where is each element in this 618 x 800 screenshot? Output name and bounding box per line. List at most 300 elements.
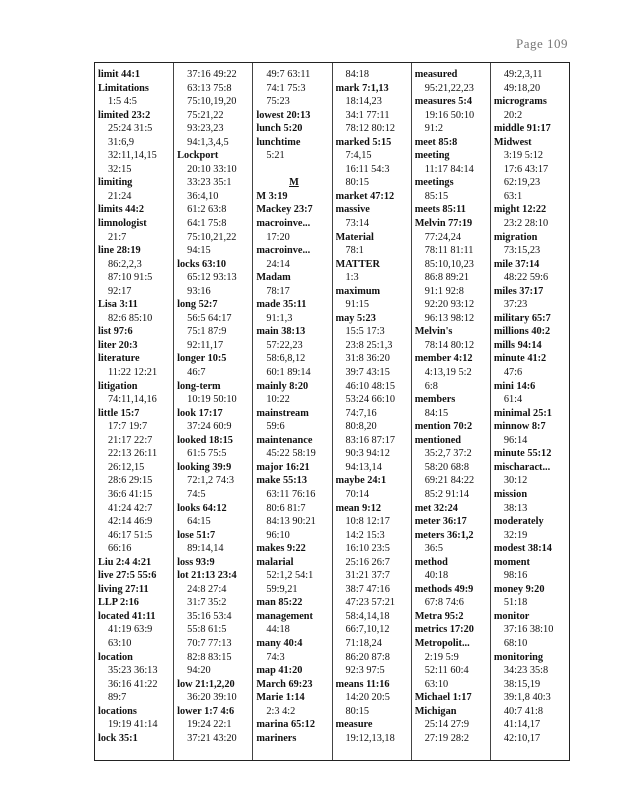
page-references: 23:8 25:1,3 <box>345 339 393 351</box>
index-term: makes 9:22 <box>256 543 306 555</box>
page-references: 92:17 <box>108 285 132 297</box>
index-term: locations <box>98 705 137 717</box>
index-term: map 41:20 <box>256 665 303 677</box>
page-references: 19:24 22:1 <box>187 719 232 731</box>
index-term: limiting <box>98 177 133 189</box>
page-references: 56:5 64:17 <box>187 312 232 324</box>
page-references: 39:1,8 40:3 <box>503 692 551 704</box>
page-references: 44:18 <box>266 624 290 636</box>
page-references: 38:13 <box>503 502 528 514</box>
page-references: 93:16 <box>187 285 211 297</box>
index-term: lose 51:7 <box>177 529 216 541</box>
page-references: 90:3 94:12 <box>345 448 390 460</box>
page-references: 63:11 76:16 <box>266 488 316 500</box>
index-term: minute 55:12 <box>493 448 552 460</box>
page-references: 22:13 26:11 <box>108 448 158 460</box>
index-term: M 3:19 <box>256 190 288 202</box>
page-references: 55:8 61:5 <box>187 624 227 636</box>
page-references: 75:23 <box>266 96 290 108</box>
index-term: limited 23:2 <box>98 109 151 121</box>
page-references: 7:4,15 <box>345 150 372 162</box>
page-references: 63:13 75:8 <box>187 82 232 94</box>
index-term: meets 85:11 <box>414 204 466 216</box>
page-references: 32:15 <box>108 163 132 175</box>
page-references: 41:24 42:7 <box>108 502 153 514</box>
page-references: 10:8 12:17 <box>345 516 390 528</box>
index-term: Melvin 77:19 <box>414 218 473 230</box>
page-references: 91:2 <box>424 123 443 135</box>
page-references: 11:22 12:21 <box>108 367 158 379</box>
index-term: measured <box>414 69 458 80</box>
index-term: look 17:17 <box>177 407 223 419</box>
page-references: 26:12,15 <box>108 461 145 473</box>
index-term: Lisa 3:11 <box>98 299 138 311</box>
index-term: mile 37:14 <box>493 258 540 270</box>
index-term: maintenance <box>256 434 313 446</box>
index-term: looked 18:15 <box>177 434 233 446</box>
page-references: 74:11,14,16 <box>108 394 157 406</box>
page-references: 71:18,24 <box>345 637 382 649</box>
index-term: liter 20:3 <box>98 339 138 351</box>
page-references: 68:10 <box>503 637 528 649</box>
page-references: 58:6,8,12 <box>266 353 306 365</box>
index-term: moment <box>493 556 530 568</box>
index-term: monitoring <box>493 651 544 663</box>
page-references: 37:21 43:20 <box>187 732 237 744</box>
page-references: 75:1 87:9 <box>187 326 227 338</box>
page-references: 91:1 92:8 <box>424 285 464 297</box>
page-references: 23:2 28:10 <box>503 218 549 230</box>
page-references: 63:10 <box>108 637 132 649</box>
index-term: mischaract... <box>493 461 551 473</box>
page-references: 64:1 75:8 <box>187 218 227 230</box>
index-term: mission <box>493 488 528 500</box>
index-term: mills 94:14 <box>493 339 542 351</box>
index-term: management <box>256 610 313 622</box>
page-references: 74:3 <box>266 651 285 663</box>
page-references: 52:1,2 54:1 <box>266 570 314 582</box>
page-references: 96:14 <box>503 434 528 446</box>
index-term: long-term <box>177 380 221 392</box>
index-term: Liu 2:4 4:21 <box>98 556 152 568</box>
index-term: long 52:7 <box>177 299 218 311</box>
index-term: MATTER <box>335 258 380 270</box>
page-references: 17:7 19:7 <box>108 421 148 433</box>
page-references: 46:7 <box>187 367 206 379</box>
page-references: 42:10,17 <box>503 732 541 744</box>
page-references: 16:11 54:3 <box>345 163 390 175</box>
page-references: 98:16 <box>503 570 528 582</box>
index-term: made 35:11 <box>256 299 307 311</box>
index-term: members <box>414 394 456 406</box>
index-term: loss 93:9 <box>177 556 215 568</box>
page-references: 5:21 <box>266 150 285 162</box>
index-term: meeting <box>414 150 450 162</box>
index-term: micrograms <box>493 96 547 108</box>
page-references: 25:16 26:7 <box>345 556 390 568</box>
page-references: 2:19 5:9 <box>424 651 459 663</box>
page-references: 32:11,14,15 <box>108 150 157 162</box>
page-references: 84:15 <box>424 407 449 419</box>
page-references: 74:1 75:3 <box>266 82 306 94</box>
page-references: 52:11 60:4 <box>424 665 469 677</box>
page-references: 35:23 36:13 <box>108 665 158 677</box>
index-term: measures 5:4 <box>414 96 472 108</box>
index-term: Metra 95:2 <box>414 610 464 622</box>
index-term: mainstream <box>256 407 309 419</box>
index-column-2 <box>174 63 253 760</box>
page-references: 45:22 58:19 <box>266 448 316 460</box>
page-references: 69:21 84:22 <box>424 475 475 487</box>
page-references: 58:4,14,18 <box>345 610 390 622</box>
index-term: methods 49:9 <box>414 583 474 595</box>
index-column-4 <box>333 63 412 760</box>
page-references: 83:16 87:17 <box>345 434 395 446</box>
page-references: 19:12,13,18 <box>345 732 395 744</box>
index-term: Mackey 23:7 <box>256 204 313 216</box>
page-references: 85:10,10,23 <box>424 258 474 270</box>
page-references: 46:10 48:15 <box>345 380 395 392</box>
page-references: 18:14,23 <box>345 96 382 108</box>
index-term: minute 41:2 <box>493 353 547 365</box>
page-references: 35:2,7 37:2 <box>424 448 472 460</box>
blank-line <box>256 163 331 177</box>
page-references: 19:19 41:14 <box>108 719 158 731</box>
page-references: 36:16 41:22 <box>108 678 158 690</box>
page-references: 30:12 <box>503 475 528 487</box>
index-term: list 97:6 <box>98 326 133 338</box>
page-references: 73:15,23 <box>503 245 541 257</box>
page-references: 20:10 33:10 <box>187 163 237 175</box>
page-references: 96:13 98:12 <box>424 312 475 324</box>
index-term: meters 36:1,2 <box>414 529 474 541</box>
index-term: make 55:13 <box>256 475 307 487</box>
page-references: 85:15 <box>424 190 449 202</box>
index-term: miles 37:17 <box>493 285 544 297</box>
index-term: lock 35:1 <box>98 732 138 744</box>
index-term: many 40:4 <box>256 637 303 649</box>
page-references: 47:6 <box>503 367 523 379</box>
page-references: 92:20 93:12 <box>424 299 475 311</box>
page-references: 34:1 77:11 <box>345 109 390 121</box>
index-term: lunchtime <box>256 136 301 148</box>
index-term: minimal 25:1 <box>493 407 552 419</box>
index-term: metrics 17:20 <box>414 624 474 636</box>
page-references: 10:22 <box>266 394 290 406</box>
page-references: 74:5 <box>187 488 206 500</box>
index-term: main 38:13 <box>256 326 306 338</box>
page-references: 63:1 <box>503 190 523 202</box>
index-term: limits 44:2 <box>98 204 145 216</box>
index-term: located 41:11 <box>98 610 156 622</box>
page-references: 37:24 60:9 <box>187 421 232 433</box>
index-term: living 27:11 <box>98 583 149 595</box>
page-references: 61:4 <box>503 394 523 406</box>
page-references: 37:23 <box>503 299 528 311</box>
index-term: Lockport <box>177 150 219 162</box>
page-references: 47:23 57:21 <box>345 597 395 609</box>
page-references: 80:15 <box>345 177 369 189</box>
index-term: migration <box>493 231 538 243</box>
page-references: 73:14 <box>345 218 369 230</box>
index-term: meetings <box>414 177 454 189</box>
page-references: 86:20 87:8 <box>345 651 390 663</box>
page-references: 42:14 46:9 <box>108 516 153 528</box>
page-references: 49:2,3,11 <box>503 69 543 80</box>
page-references: 61:5 75:5 <box>187 448 227 460</box>
page-references: 74:7,16 <box>345 407 377 419</box>
page-references: 60:1 89:14 <box>266 367 311 379</box>
page-references: 3:19 5:12 <box>503 150 544 162</box>
index-term: limit 44:1 <box>98 69 141 80</box>
index-term: live 27:5 55:6 <box>98 570 157 582</box>
page-references: 25:24 31:5 <box>108 123 153 135</box>
page-number: Page 109 <box>515 36 568 51</box>
index-term: means 11:16 <box>335 678 390 690</box>
page-references: 14:2 15:3 <box>345 529 385 541</box>
page-references: 86:8 89:21 <box>424 272 470 284</box>
page-references: 31:8 36:20 <box>345 353 390 365</box>
page-references: 20:2 <box>503 109 523 121</box>
page-references: 58:20 68:8 <box>424 461 470 473</box>
index-term: Marie 1:14 <box>256 692 305 704</box>
page-references: 77:24,24 <box>424 231 462 243</box>
page-references: 86:2,2,3 <box>108 258 142 270</box>
page-references: 36:20 39:10 <box>187 692 237 704</box>
index-term: mainly 8:20 <box>256 380 309 392</box>
page-references: 31:21 37:7 <box>345 570 390 582</box>
page-references: 32:19 <box>503 529 528 541</box>
page-references: 85:2 91:14 <box>424 488 470 500</box>
page-references: 49:18,20 <box>503 82 541 94</box>
page-references: 80:6 81:7 <box>266 502 306 514</box>
page-references: 14:20 20:5 <box>345 692 390 704</box>
index-column-5 <box>412 63 491 760</box>
index-term: monitor <box>493 610 530 622</box>
index-term: man 85:22 <box>256 597 303 609</box>
page-references: 46:17 51:5 <box>108 529 153 541</box>
page-references: 78:17 <box>266 285 290 297</box>
index-term: Michael 1:17 <box>414 692 472 704</box>
page-references: 49:7 63:11 <box>266 69 311 80</box>
page-references: 39:7 43:15 <box>345 367 390 379</box>
index-term: line 28:19 <box>98 245 141 257</box>
page-references: 40:18 <box>424 570 449 582</box>
page-references: 66:7,10,12 <box>345 624 390 636</box>
page-references: 66:16 <box>108 543 132 555</box>
index-term: lower 1:7 4:6 <box>177 705 235 717</box>
page-references: 82:6 85:10 <box>108 312 153 324</box>
page-references: 6:8 <box>424 380 438 392</box>
page-references: 59:9,21 <box>266 583 298 595</box>
page-references: 78:14 80:12 <box>424 339 475 351</box>
index-term: low 21:1,2,20 <box>177 678 235 690</box>
page-references: 70:7 77:13 <box>187 637 232 649</box>
index-term: longer 10:5 <box>177 353 227 365</box>
index-term: March 69:23 <box>256 678 313 690</box>
index-term: major 16:21 <box>256 461 310 473</box>
page-references: 70:14 <box>345 488 369 500</box>
index-term: macroinve... <box>256 218 311 230</box>
page-references: 41:14,17 <box>503 719 541 731</box>
index-term: may 5:23 <box>335 312 376 324</box>
page-references: 36:6 41:15 <box>108 488 153 500</box>
page-references: 78:1 <box>345 245 364 257</box>
page-references: 31:6,9 <box>108 136 135 148</box>
index-term: location <box>98 651 133 663</box>
page-references: 94:1,3,4,5 <box>187 136 229 148</box>
page-references: 92:3 97:5 <box>345 665 385 677</box>
index-term: mean 9:12 <box>335 502 381 514</box>
page-references: 17:20 <box>266 231 290 243</box>
index-column-1 <box>95 63 174 760</box>
page-references: 82:8 83:15 <box>187 651 232 663</box>
index-term: Michigan <box>414 705 457 717</box>
page-references: 21:17 22:7 <box>108 434 153 446</box>
page-references: 94:15 <box>187 245 211 257</box>
page-references: 53:24 66:10 <box>345 394 395 406</box>
page-references: 1:3 <box>345 272 359 284</box>
page-references: 93:23,23 <box>187 123 224 135</box>
page-references: 63:10 <box>424 678 449 690</box>
page-references: 91:15 <box>345 299 369 311</box>
index-term: little 15:7 <box>98 407 140 419</box>
index-term: Limitations <box>98 82 149 94</box>
index-term: malarial <box>256 556 294 568</box>
page-references: 84:18 <box>345 69 369 80</box>
index-term: moderately <box>493 516 544 528</box>
index-table <box>94 62 570 761</box>
page-references: 64:15 <box>187 516 211 528</box>
index-term: mini 14:6 <box>493 380 536 392</box>
page-references: 36:4,10 <box>187 190 219 202</box>
page-references: 15:5 17:3 <box>345 326 385 338</box>
index-term: mentioned <box>414 434 462 446</box>
page-references: 89:7 <box>108 692 127 704</box>
page-references: 89:14,14 <box>187 543 224 555</box>
index-term: lot 21:13 23:4 <box>177 570 237 582</box>
page-references: 75:21,22 <box>187 109 224 121</box>
page-references: 10:19 50:10 <box>187 394 237 406</box>
index-term: middle 91:17 <box>493 123 551 135</box>
page-references: 65:12 93:13 <box>187 272 237 284</box>
index-term: measure <box>335 719 373 731</box>
index-term: Melvin's <box>414 326 453 338</box>
page-references: 78:11 81:11 <box>424 245 474 257</box>
page-references: 38:15,19 <box>503 678 541 690</box>
page-references: 87:10 91:5 <box>108 272 153 284</box>
page-references: 37:16 38:10 <box>503 624 554 636</box>
page-references: 37:16 49:22 <box>187 69 237 80</box>
page-references: 24:14 <box>266 258 290 270</box>
index-term: meet 85:8 <box>414 136 458 148</box>
page-references: 72:1,2 74:3 <box>187 475 235 487</box>
page-references: 59:6 <box>266 421 285 433</box>
page-references: 57:22,23 <box>266 339 303 351</box>
page-references: 19:16 50:10 <box>424 109 475 121</box>
page-references: 40:7 41:8 <box>503 705 544 717</box>
page-references: 25:14 27:9 <box>424 719 470 731</box>
index-term: looks 64:12 <box>177 502 227 514</box>
page-references: 21:7 <box>108 231 127 243</box>
index-term: LLP 2:16 <box>98 597 139 609</box>
page-references: 94:20 <box>187 665 211 677</box>
page-references: 38:7 47:16 <box>345 583 390 595</box>
page-references: 94:13,14 <box>345 461 382 473</box>
page-references: 91:1,3 <box>266 312 293 324</box>
page-references: 62:19,23 <box>503 177 541 189</box>
index-term: meter 36:17 <box>414 516 467 528</box>
index-term: Material <box>335 231 374 243</box>
page-references: 31:7 35:2 <box>187 597 227 609</box>
index-term: Madam <box>256 272 291 284</box>
page-references: 33:23 35:1 <box>187 177 232 189</box>
page-references: 51:18 <box>503 597 528 609</box>
index-column-6 <box>491 63 569 760</box>
index-term: Midwest <box>493 136 532 148</box>
page-references: 48:22 59:6 <box>503 272 549 284</box>
index-term: looking 39:9 <box>177 461 232 473</box>
index-term: money 9:20 <box>493 583 545 595</box>
index-term: lunch 5:20 <box>256 123 303 135</box>
page-references: 75:10,19,20 <box>187 96 237 108</box>
section-letter: M <box>289 177 299 189</box>
index-term: military 65:7 <box>493 312 551 324</box>
page-references: 17:6 43:17 <box>503 163 549 175</box>
index-term: marked 5:15 <box>335 136 392 148</box>
page-references: 84:13 90:21 <box>266 516 316 528</box>
page-references: 78:12 80:12 <box>345 123 395 135</box>
index-term: mention 70:2 <box>414 421 473 433</box>
index-term: might 12:22 <box>493 204 547 216</box>
page-references: 11:17 84:14 <box>424 163 474 175</box>
index-term: lowest 20:13 <box>256 109 311 121</box>
index-term: member 4:12 <box>414 353 473 365</box>
index-term: method <box>414 556 448 568</box>
index-column-3 <box>253 63 332 760</box>
index-term: litigation <box>98 380 138 392</box>
page-references: 2:3 4:2 <box>266 705 296 717</box>
page-references: 61:2 63:8 <box>187 204 227 216</box>
page-references: 75:10,21,22 <box>187 231 237 243</box>
page-references: 21:24 <box>108 190 132 202</box>
page-references: 80:15 <box>345 705 369 717</box>
page-references: 95:21,22,23 <box>424 82 474 94</box>
index-term: maximum <box>335 285 381 297</box>
page-references: 16:10 23:5 <box>345 543 390 555</box>
index-term: mark 7:1,13 <box>335 82 389 94</box>
index-term: macroinve... <box>256 245 311 257</box>
page-references: 80:8,20 <box>345 421 377 433</box>
page-references: 96:10 <box>266 529 290 541</box>
page-references: 67:8 74:6 <box>424 597 464 609</box>
index-term: Metropolit... <box>414 637 470 649</box>
index-term: massive <box>335 204 370 216</box>
page-references: 1:5 4:5 <box>108 96 137 108</box>
page-references: 35:16 53:4 <box>187 610 232 622</box>
index-term: minnow 8:7 <box>493 421 546 433</box>
index-term: millions 40:2 <box>493 326 551 338</box>
page-references: 4:13,19 5:2 <box>424 367 472 379</box>
index-term: modest 38:14 <box>493 543 552 555</box>
page-references: 36:5 <box>424 543 443 555</box>
index-term: literature <box>98 353 140 365</box>
index-term: maybe 24:1 <box>335 475 387 487</box>
index-term: mariners <box>256 732 297 744</box>
page-references: 34:23 35:8 <box>503 665 549 677</box>
page-references: 27:19 28:2 <box>424 732 470 744</box>
index-term: locks 63:10 <box>177 258 227 270</box>
